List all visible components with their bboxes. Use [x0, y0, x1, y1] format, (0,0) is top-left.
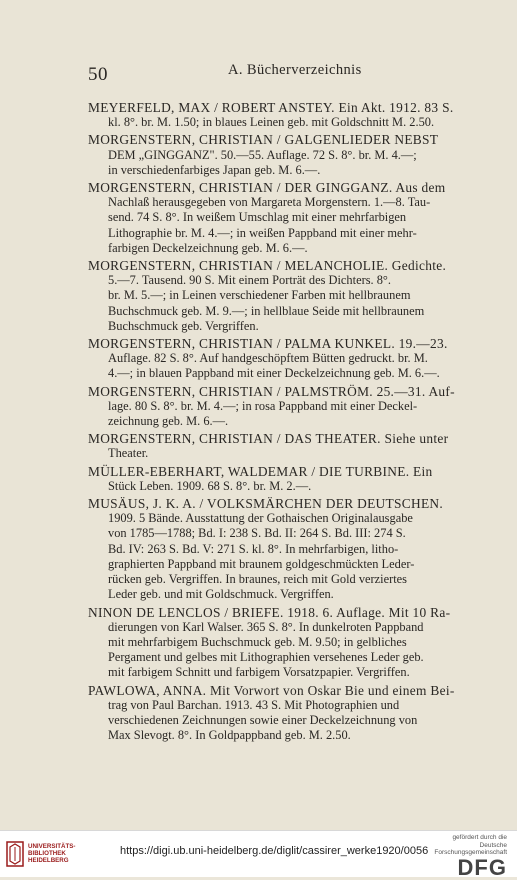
- entry-heading-line: NINON DE LENCLOS / BRIEFE. 1918. 6. Auflage. Mit 10 Ra-: [88, 604, 451, 620]
- entry-text-line: kl. 8°. br. M. 1.50; in blaues Leinen geb. mit Goldschnitt M. 2.50.: [108, 115, 435, 130]
- dfg-caption-line: gefördert durch die: [452, 834, 507, 841]
- catalog-entry: [88, 605, 508, 681]
- entry-text-line: 4.—; in blauen Pappband mit einer Deckelzeichnung geb. M. 6.—.: [108, 366, 440, 381]
- entry-text-line: 5.—7. Tausend. 90 S. Mit einem Porträt des Dichters. 8°.: [108, 273, 391, 288]
- catalog-entry: [88, 496, 508, 602]
- entry-text-line: send. 74 S. 8°. In weißem Umschlag mit einer mehrfarbigen: [108, 210, 407, 225]
- entry-text-line: Lithographie br. M. 4.—; in weißen Pappband mit einer mehr-: [108, 225, 417, 240]
- dfg-caption: [407, 834, 507, 857]
- entry-text-line: von 1785—1788; Bd. I: 238 S. Bd. II: 264 S. Bd. III: 274 S.: [108, 526, 406, 541]
- entry-text-line: Pergament und gelbes mit Lithographien versehenes Leder geb.: [108, 650, 424, 665]
- entry-text-line: graphierten Pappband mit braunem goldgeschmückten Leder-: [108, 556, 415, 571]
- entry-text-line: Nachlaß herausgegeben von Margareta Morgenstern. 1.—8. Tau-: [108, 195, 431, 210]
- library-seal-icon: [6, 841, 24, 867]
- catalog-entry: [88, 132, 508, 178]
- entry-text-line: mit farbigem Schnitt und farbigem Vorsatzpapier. Vergriffen.: [108, 665, 410, 680]
- entry-text-line: br. M. 5.—; in Leinen verschiedener Farben mit hellbraunem: [108, 288, 411, 303]
- running-head: A. Bücherverzeichnis: [228, 62, 362, 78]
- entry-heading-line: MORGENSTERN, CHRISTIAN / MELANCHOLIE. Gedichte.: [88, 258, 447, 274]
- dfg-caption-line: Deutsche: [479, 841, 507, 849]
- dfg-wordmark: DFG: [457, 854, 507, 880]
- entry-text-line: Bd. IV: 263 S. Bd. V: 271 S. kl. 8°. In mehrfarbigen, litho-: [108, 541, 399, 556]
- entry-heading-line: MORGENSTERN, CHRISTIAN / PALMA KUNKEL. 19.—23.: [88, 336, 448, 352]
- entry-text-line: Buchschmuck geb. M. 9.—; in hellblaue Seide mit hellbraunem: [108, 303, 425, 318]
- viewer-footer: [0, 830, 517, 880]
- entry-heading-line: MEYERFELD, MAX / ROBERT ANSTEY. Ein Akt. 1912. 83 S.: [88, 100, 454, 115]
- logo-line: HEIDELBERG: [28, 857, 69, 865]
- entry-text-line: Auflage. 82 S. 8°. Auf handgeschöpftem Bütten gedruckt. br. M.: [108, 351, 428, 366]
- entry-heading-line: MUSÄUS, J. K. A. / VOLKSMÄRCHEN DER DEUTSCHEN.: [88, 496, 444, 512]
- entry-heading-line: MÜLLER-EBERHART, WALDEMAR / DIE TURBINE. Ein: [88, 463, 433, 479]
- catalog-entry: [88, 180, 508, 256]
- entry-text-line: Buchschmuck geb. Vergriffen.: [108, 318, 259, 333]
- logo-line: BIBLIOTHEK: [28, 850, 66, 858]
- entry-text-line: farbigen Deckelzeichnung geb. M. 6.—.: [108, 240, 308, 255]
- catalog-entry: [88, 384, 508, 430]
- entry-text-line: lage. 80 S. 8°. br. M. 4.—; in rosa Pappband mit einer Deckel-: [108, 398, 418, 413]
- entry-text-line: mit mehrfarbigem Buchschmuck geb. M. 9.50; in gelbliches: [108, 634, 407, 649]
- entry-text-line: Max Slevogt. 8°. In Goldpappband geb. M. 2.50.: [108, 728, 351, 743]
- catalog-entry: [88, 258, 508, 334]
- page-header: [88, 58, 508, 88]
- entry-heading-line: MORGENSTERN, CHRISTIAN / GALGENLIEDER NEBST: [88, 132, 439, 148]
- catalog-entry: [88, 683, 508, 744]
- library-logo[interactable]: [6, 841, 96, 869]
- catalog-entry: [88, 336, 508, 382]
- entry-text-line: rücken geb. Vergriffen. In braunes, reich mit Gold verziertes: [108, 572, 407, 587]
- entry-text-line: DEM „GINGGANZ". 50.—55. Auflage. 72 S. 8°. br. M. 4.—;: [108, 147, 417, 162]
- catalog-entries: [88, 100, 508, 745]
- entry-text-line: dierungen von Karl Walser. 365 S. 8°. In dunkelroten Pappband: [108, 619, 424, 634]
- catalog-entry: [88, 431, 508, 461]
- logo-line: UNIVERSITÄTS-: [28, 843, 76, 850]
- entry-heading-line: MORGENSTERN, CHRISTIAN / DAS THEATER. Siehe unter: [88, 431, 449, 447]
- library-logo-text: [28, 843, 75, 865]
- entry-text-line: zeichnung geb. M. 6.—.: [108, 414, 229, 429]
- catalog-entry: [88, 464, 508, 494]
- entry-heading-line: PAWLOWA, ANNA. Mit Vorwort von Oskar Bie und einem Bei-: [88, 682, 455, 698]
- entry-text-line: verschiedenen Zeichnungen sowie einer Deckelzeichnung von: [108, 712, 418, 727]
- entry-text-line: Theater.: [108, 446, 149, 461]
- dfg-logo[interactable]: [407, 834, 507, 879]
- entry-text-line: Leder geb. und mit Goldschmuck. Vergriffen.: [108, 587, 334, 602]
- dfg-caption-line: Forschungsgemeinschaft: [434, 849, 507, 856]
- entry-text-line: trag von Paul Barchan. 1913. 43 S. Mit Photographien und: [108, 697, 400, 712]
- entry-text-line: 1909. 5 Bände. Ausstattung der Gothaischen Originalausgabe: [108, 511, 413, 526]
- entry-text-line: in verschiedenfarbiges Japan geb. M. 6.—.: [108, 162, 321, 177]
- entry-heading-line: MORGENSTERN, CHRISTIAN / DER GINGGANZ. Aus dem: [88, 180, 446, 196]
- entry-heading-line: MORGENSTERN, CHRISTIAN / PALMSTRÖM. 25.—31. Auf-: [88, 383, 455, 399]
- page-number: 50: [88, 64, 108, 85]
- entry-text-line: Stück Leben. 1909. 68 S. 8°. br. M. 2.—.: [108, 478, 312, 493]
- page-url-link[interactable]: https://digi.ub.uni-heidelberg.de/diglit/cassirer_werke1920/0056: [120, 845, 429, 857]
- catalog-entry: [88, 100, 508, 130]
